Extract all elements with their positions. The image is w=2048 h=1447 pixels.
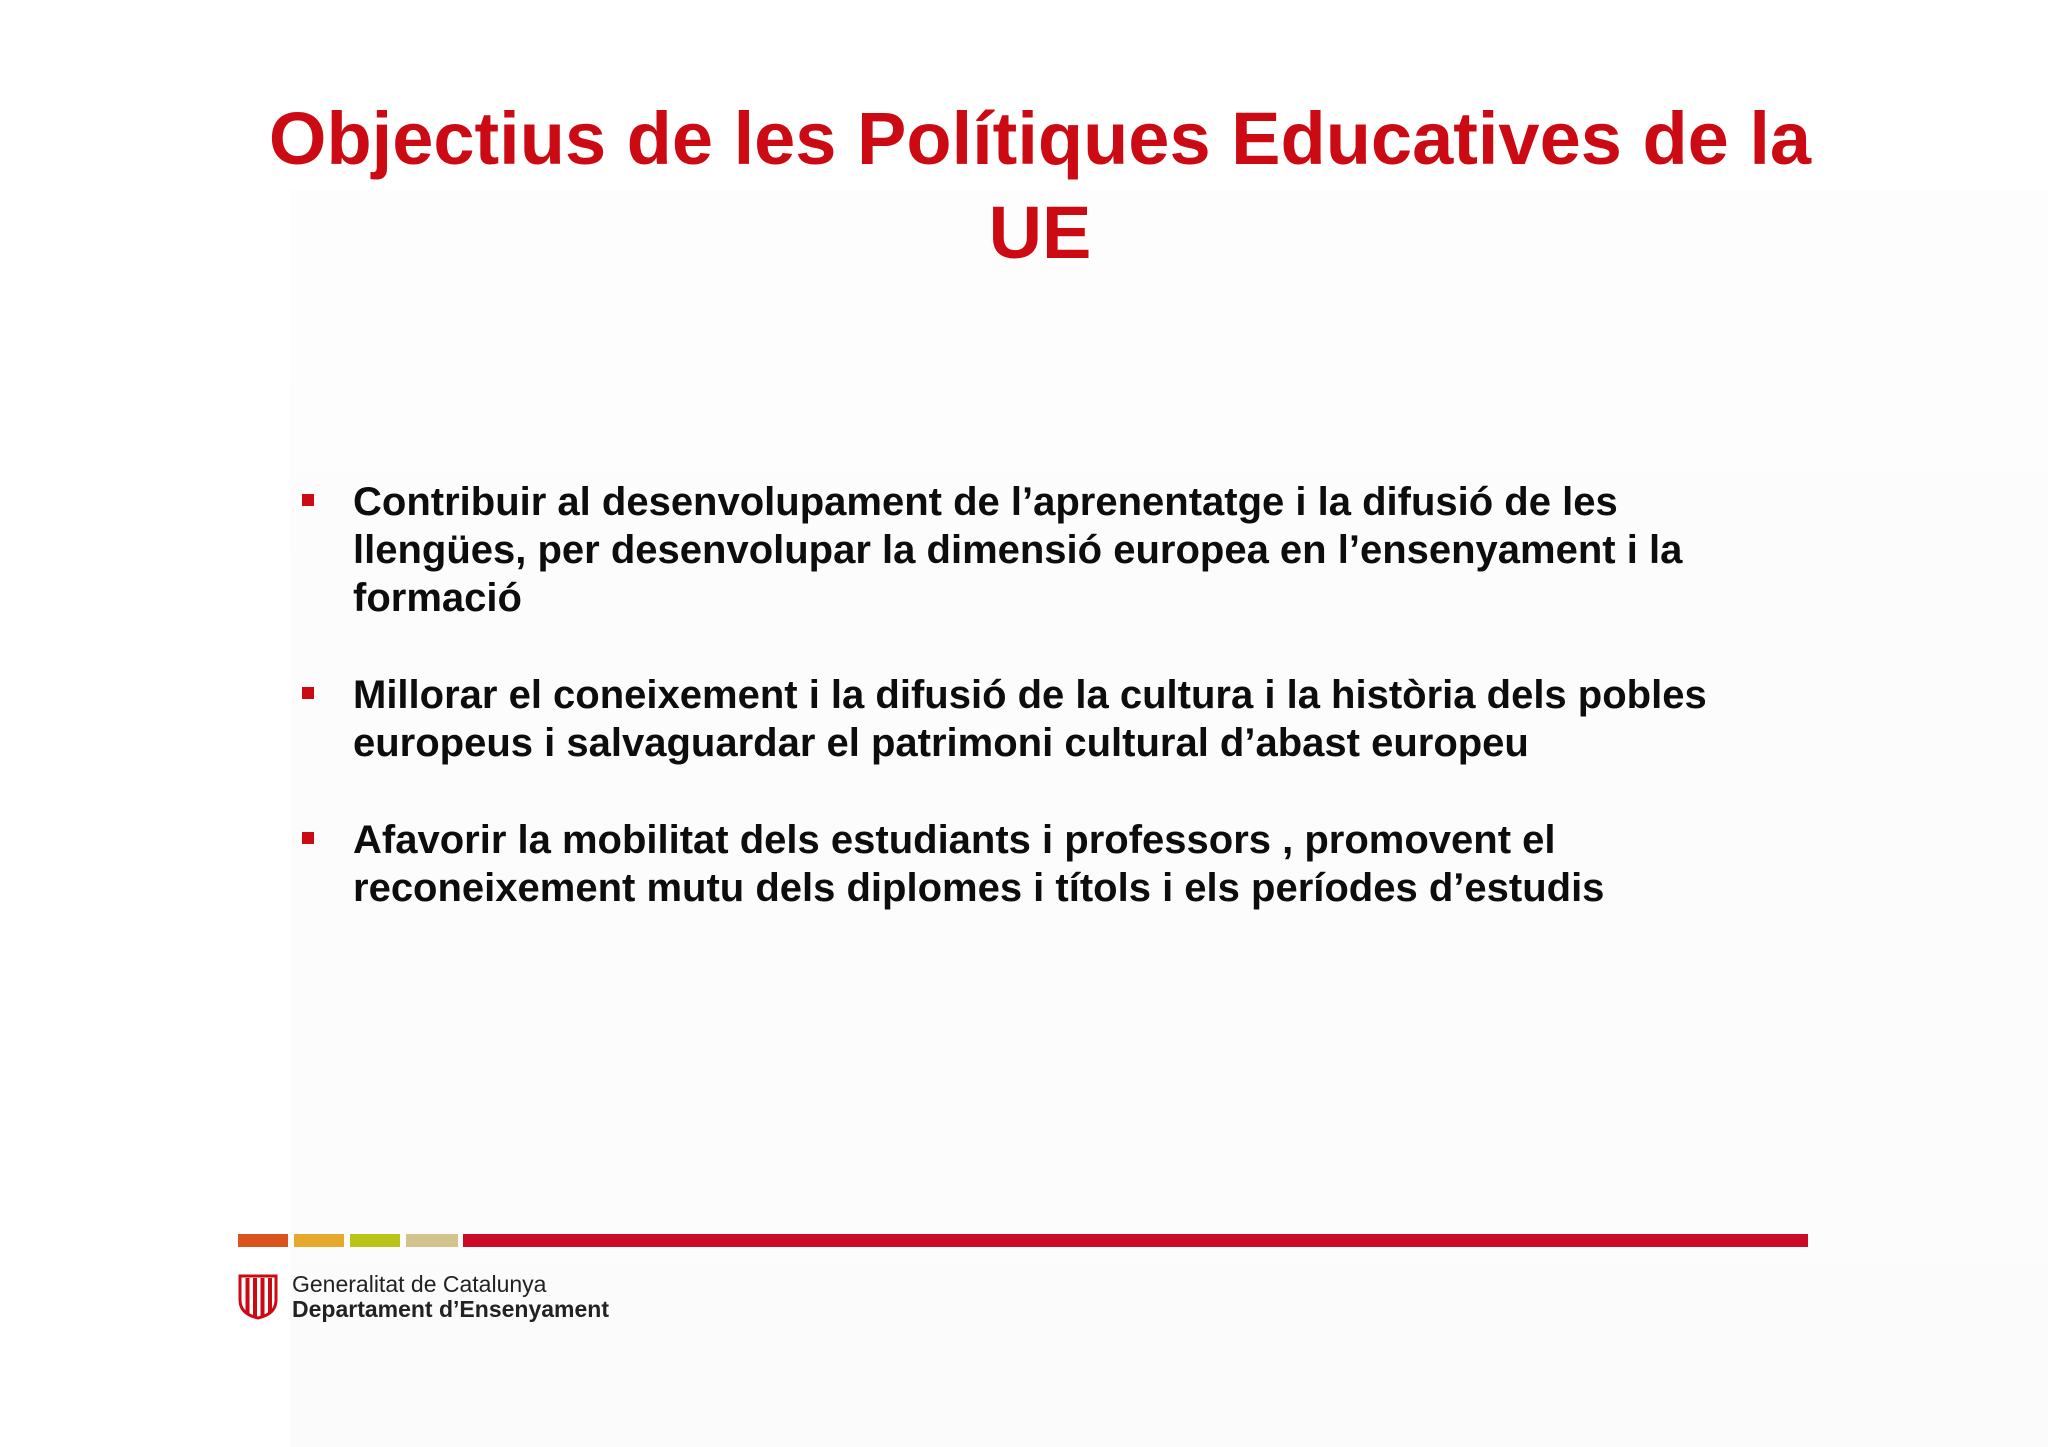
footer-bar-yellow <box>294 1234 344 1247</box>
bullet-list <box>298 478 1798 961</box>
org-name-line1: Generalitat de Catalunya <box>292 1271 547 1297</box>
footer-bar-lime <box>350 1234 400 1247</box>
footer-bar-tan <box>406 1234 458 1247</box>
bullet-item <box>298 816 1798 912</box>
bullet-item <box>298 478 1798 622</box>
bullet-text: Contribuir al desenvolupament de l’aprenentatge i la difusió de les llengües, per desenvolupar la dimensió europea en l’ensenyament i la formació <box>353 480 1683 620</box>
organization-name <box>292 1272 609 1322</box>
slide-title: Objectius de les Polítiques Educatives de la UE <box>268 97 1812 274</box>
generalitat-senyera-logo-icon <box>236 1270 280 1320</box>
bullet-text: Millorar el coneixement i la difusió de la cultura i la història dels pobles europeus i salvaguardar el patrimoni cultural d’abast europeu <box>353 673 1707 765</box>
bullet-square-icon <box>302 832 314 844</box>
footer-bar-red <box>463 1234 1808 1247</box>
bullet-square-icon <box>302 687 314 699</box>
bullet-text: Afavorir la mobilitat dels estudiants i professors , promovent el reconeixement mutu dels diplomes i títols i els períodes d’estudis <box>353 818 1605 910</box>
bullet-item <box>298 671 1798 767</box>
org-name-line2: Departament d’Ensenyament <box>292 1296 609 1322</box>
bullet-square-icon <box>302 494 314 506</box>
footer-bar-orange <box>238 1234 288 1247</box>
